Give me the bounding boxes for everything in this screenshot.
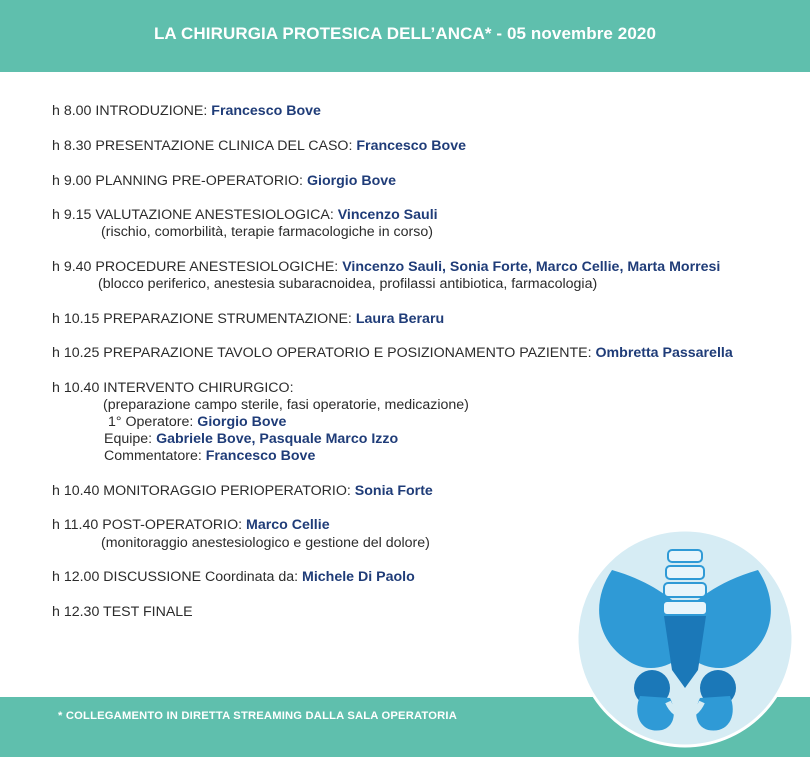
agenda-topic: PLANNING PRE-OPERATORIO:	[95, 173, 304, 189]
agenda-item	[52, 310, 444, 328]
agenda-time: h 12.00	[52, 569, 100, 585]
agenda-note: (rischio, comorbilità, terapie farmacologiche in corso)	[101, 224, 433, 240]
agenda-time: h 9.00	[52, 173, 92, 189]
role-name: Gabriele Bove, Pasquale Marco Izzo	[156, 431, 399, 447]
agenda-speaker: Marco Cellie	[246, 517, 330, 533]
agenda-speaker: Michele Di Paolo	[302, 569, 415, 585]
agenda-time: h 11.40	[52, 517, 99, 533]
agenda-speaker: Giorgio Bove	[306, 173, 397, 189]
agenda-item	[52, 206, 438, 224]
agenda-note: (monitoraggio anestesiologico e gestione del dolore)	[101, 535, 430, 551]
agenda-topic: INTRODUZIONE:	[95, 103, 208, 119]
agenda-topic: PREPARAZIONE TAVOLO OPERATORIO E POSIZIONAMENTO PAZIENTE:	[103, 345, 592, 361]
agenda-topic: TEST FINALE	[103, 604, 193, 620]
role-name: Giorgio Bove	[197, 414, 287, 430]
agenda-time: h 9.40	[52, 259, 92, 275]
agenda-item	[52, 344, 733, 362]
agenda-item	[52, 379, 294, 397]
role-label: Equipe:	[104, 431, 157, 447]
footer-note: * COLLEGAMENTO IN DIRETTA STREAMING DALLA SALA OPERATORIA	[58, 710, 458, 722]
agenda-note: (blocco periferico, anestesia subaracnoidea, profilassi antibiotica, farmacologia)	[98, 276, 598, 292]
agenda-topic: VALUTAZIONE ANESTESIOLOGICA:	[95, 207, 334, 223]
page-title: LA CHIRURGIA PROTESICA DELL’ANCA* - 05 novembre 2020	[153, 24, 657, 43]
agenda-item	[52, 137, 466, 155]
agenda-time: h 10.25	[52, 345, 100, 361]
agenda-speaker: Sonia Forte	[354, 483, 433, 499]
agenda-role	[108, 413, 286, 431]
agenda-topic: PROCEDURE ANESTESIOLOGICHE:	[95, 259, 339, 275]
pelvis-spine-icon	[572, 520, 810, 757]
agenda-item	[52, 603, 193, 621]
agenda-topic: MONITORAGGIO PERIOPERATORIO:	[103, 483, 351, 499]
agenda-note: (preparazione campo sterile, fasi operatorie, medicazione)	[103, 397, 469, 413]
agenda-speaker: Ombretta Passarella	[595, 345, 733, 361]
agenda-speaker: Francesco Bove	[211, 103, 321, 119]
role-label: Commentatore:	[104, 448, 202, 464]
agenda-topic: POST-OPERATORIO:	[102, 517, 243, 533]
agenda-item	[52, 568, 415, 586]
agenda-time: h 10.15	[52, 311, 100, 327]
role-label: 1° Operatore:	[108, 414, 194, 430]
agenda-item	[52, 172, 396, 190]
agenda-topic: INTERVENTO CHIRURGICO:	[103, 380, 294, 396]
agenda-time: h 8.30	[52, 138, 92, 154]
agenda-item	[52, 258, 720, 276]
role-name: Francesco Bove	[205, 448, 316, 464]
agenda-item	[52, 516, 330, 534]
agenda-time: h 9.15	[52, 207, 92, 223]
agenda-role	[104, 447, 315, 465]
agenda-time: h 10.40	[52, 483, 100, 499]
agenda-speaker: Vincenzo Sauli	[337, 207, 438, 223]
agenda-role	[104, 430, 398, 448]
agenda-speaker: Vincenzo Sauli, Sonia Forte, Marco Cellie, Marta Morresi	[342, 259, 721, 275]
agenda-time: h 10.40	[52, 380, 100, 396]
agenda-topic: PRESENTAZIONE CLINICA DEL CASO:	[95, 138, 353, 154]
agenda-topic: DISCUSSIONE Coordinata da:	[103, 569, 299, 585]
agenda-speaker: Francesco Bove	[356, 138, 466, 154]
agenda-time: h 8.00	[52, 103, 92, 119]
agenda-time: h 12.30	[52, 604, 100, 620]
agenda-speaker: Laura Beraru	[355, 311, 445, 327]
agenda-topic: PREPARAZIONE STRUMENTAZIONE:	[103, 311, 352, 327]
header-band	[0, 0, 810, 72]
agenda-item	[52, 102, 321, 120]
agenda-item	[52, 482, 433, 500]
